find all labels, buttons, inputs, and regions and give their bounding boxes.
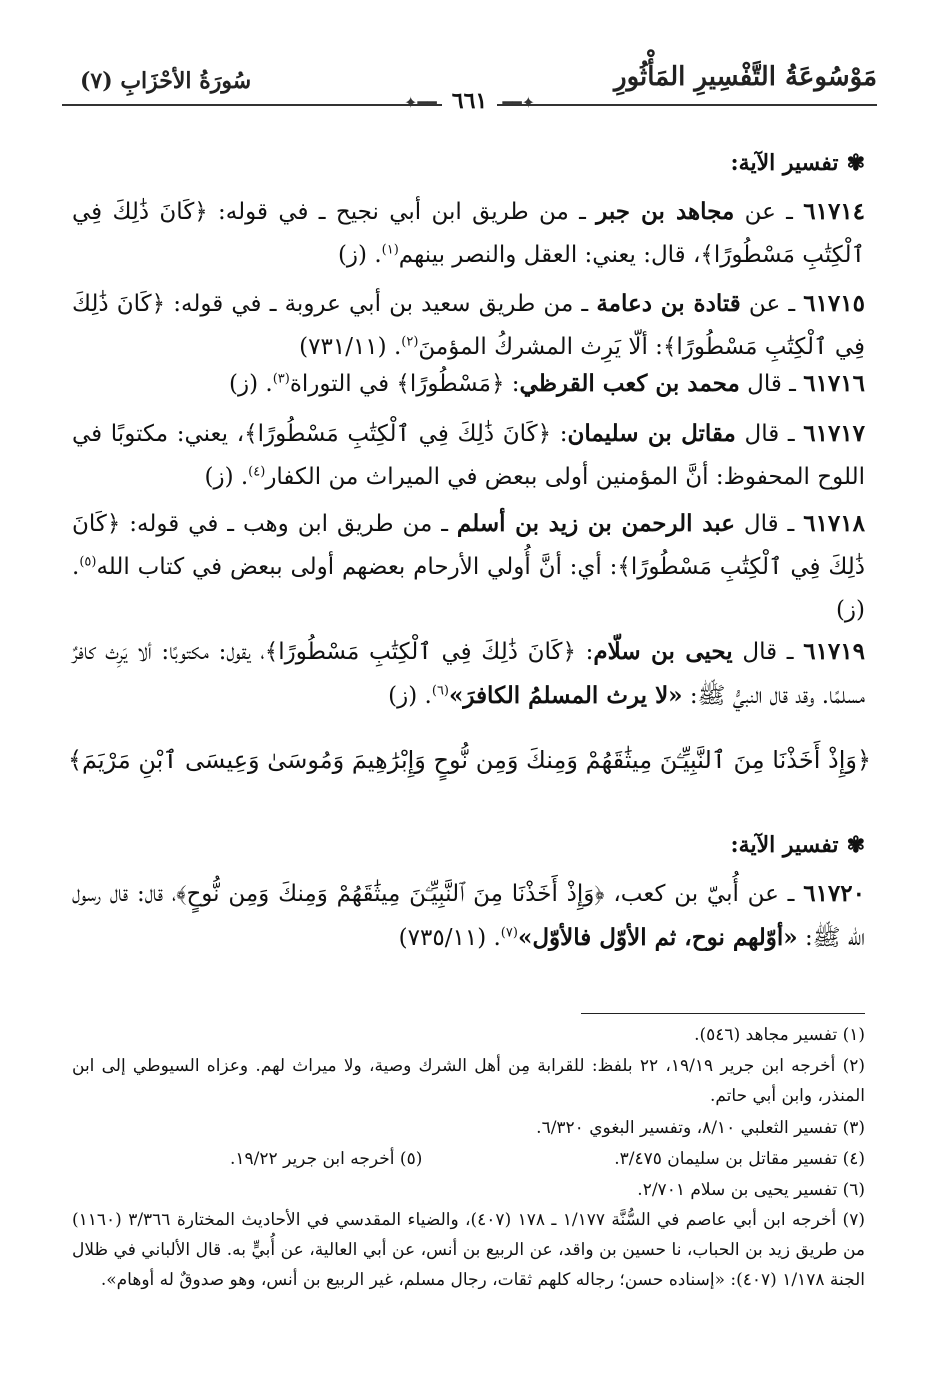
text: ـ قال	[734, 511, 804, 537]
text: ـ قال	[732, 639, 804, 665]
hadith-quote: «أوّلهم نوح، ثم الأوّل فالأوّل»	[517, 924, 798, 951]
narration-number: ٦١٧١٩	[803, 638, 865, 665]
narrator: مقاتل بن سليمان	[567, 420, 736, 447]
narrator: عبد الرحمن بن زيد بن أسلم	[456, 510, 735, 537]
narrator: محمد بن كعب القرظي	[519, 370, 740, 397]
quran-quote: ﴿كَانَ ذَٰلِكَ فِي ٱلْكِتَٰبِ مَسْطُورًا﴾	[72, 199, 865, 268]
quran-quote: ﴿وَإِذْ أَخَذْنَا مِنَ ٱلنَّبِيِّـۧنَ مِيثَٰقَهُمْ وَمِنكَ وَمِن نُّوحٍ﴾	[176, 881, 605, 907]
text: . (٧٣٥/١١)	[398, 925, 501, 951]
narration-number: ٦١٧١٧	[803, 420, 866, 447]
text: :	[504, 371, 520, 397]
quran-quote: ﴿كَانَ ذَٰلِكَ فِي ٱلْكِتَٰبِ مَسْطُورًا﴾	[72, 291, 865, 360]
book-title: مَوْسُوعَةُ التَّفْسِيرِ المَأْثُورِ	[614, 62, 877, 92]
text: :	[575, 639, 594, 665]
quran-quote: ﴿كَانَ ذَٰلِكَ فِي ٱلْكِتَٰبِ مَسْطُورًا﴾	[264, 639, 576, 665]
footnote-rule	[581, 1013, 865, 1014]
section-heading	[731, 832, 865, 858]
footnote-ref: (٦)	[431, 683, 449, 699]
ornament-left-icon: ✦━━	[404, 93, 437, 112]
text: : ألّا يَرِث المشركُ المؤمنَ	[418, 334, 663, 360]
footnote-3: (٣) تفسير الثعلبي ٨/١٠، وتفسير البغوي ٦/٣٢٠.	[536, 1118, 865, 1138]
text: . (ز)	[337, 242, 382, 268]
quran-quote: ﴿كَانَ ذَٰلِكَ فِي ٱلْكِتَٰبِ مَسْطُورًا﴾	[244, 421, 552, 447]
hadith-quote: «لا يرث المسلمُ الكافرَ»	[449, 682, 683, 709]
text: . (ز)	[229, 371, 273, 397]
narration-61717	[72, 412, 865, 499]
text: : أي: أنَّ أُولي الأرحام بعضهم أولى ببعض في كتاب الله	[96, 554, 618, 580]
flower-icon: ✾	[846, 150, 865, 176]
text: ـ من طريق ابن وهب ـ في قوله:	[120, 511, 457, 537]
footnote-4: (٤) تفسير مقاتل بن سليمان ٣/٤٧٥.	[614, 1149, 865, 1169]
footnote-5: (٥) أخرجه ابن جرير ١٩/٢٢.	[230, 1149, 423, 1169]
narrator: مجاهد بن جبر	[596, 198, 735, 225]
footnote-ref: (٧)	[500, 925, 518, 941]
text: ـ قال	[739, 371, 804, 397]
narration-61719	[72, 630, 865, 718]
narration-number: ٦١٧٢٠	[803, 880, 865, 907]
text: ـ من طريق ابن أبي نجيح ـ في قوله:	[207, 199, 597, 225]
footnote-ref: (١)	[381, 242, 399, 258]
text: . (ز)	[204, 464, 249, 490]
narration-61716	[72, 362, 865, 406]
narration-61715	[72, 282, 865, 369]
footnote-ref: (٥)	[79, 554, 97, 570]
text: ، قال: قال رسول الله ﷺ:	[72, 881, 865, 951]
quran-quote: ﴿كَانَ ذَٰلِكَ فِي ٱلْكِتَٰبِ مَسْطُورًا﴾	[72, 511, 865, 580]
text: :	[551, 421, 568, 447]
narration-number: ٦١٧١٦	[803, 370, 865, 397]
text: ، يعني: مكتوبًا في اللوح المحفوظ: أنَّ المؤمنين أولى ببعض في الميراث من الكفار	[72, 421, 865, 490]
footnote-6: (٦) تفسير يحيى بن سلام ٢/٧٠١.	[637, 1180, 865, 1200]
footnote-ref: (٤)	[248, 464, 266, 480]
narration-61718	[72, 502, 865, 632]
narrator: يحيى بن سلّام	[593, 638, 733, 665]
text: في التوراة	[289, 371, 397, 397]
text: ـ عن أُبيّ بن كعب،	[604, 881, 804, 907]
text: . (ز)	[72, 554, 865, 623]
text: ـ عن	[734, 199, 804, 225]
narration-61720	[72, 872, 865, 960]
page-number: ٦٦١	[442, 88, 497, 114]
text: . (ز)	[388, 683, 432, 709]
surah-label: سُورَةُ الأحْزَابِ (٧)	[80, 68, 252, 94]
footnote-7: (٧) أخرجه ابن أبي عاصم في السُّنَّة ١/١٧٧ ـ ١٧٨ (٤٠٧)، والضياء المقدسي في الأحاديث المختارة ٣/٣٦٦ (١١٦٠) من طريق زيد بن الحباب، نا حسين بن واقد، عن الربيع بن أنس، عن أبي العالية، عن أُبيٍّ به. قال الألباني في ظلال الجنة ١/١٧٨ (٤٠٧): «إسناده حسن؛ رجاله كلهم ثقات، رجال مسلم، غير الربيع بن أنس، وهو صدوقٌ له أوهام».	[72, 1210, 865, 1290]
footnote-ref: (٢)	[401, 334, 419, 350]
text: ـ قال	[735, 421, 804, 447]
narration-number: ٦١٧١٤	[803, 198, 866, 225]
narration-number: ٦١٧١٨	[803, 510, 865, 537]
narration-number: ٦١٧١٥	[803, 290, 865, 317]
narrator: قتادة بن دعامة	[596, 290, 741, 317]
footnote-2: (٢) أخرجه ابن جرير ١٩/١٩، ٢٢ بلفظ: للقرابة مِن أهل الشرك وصية، ولا ميراث لهم. وعزاه السيوطي إلى ابن المنذر، وابن أبي حاتم.	[72, 1056, 865, 1106]
footnote-1: (١) تفسير مجاهد (٥٤٦).	[694, 1025, 865, 1045]
section-heading-text: تفسير الآية:	[730, 832, 839, 858]
text: . (٧٣١/١١)	[299, 334, 402, 360]
text: ـ عن	[740, 291, 804, 317]
footnote-ref: (٣)	[272, 371, 290, 387]
page-number-wrap	[0, 88, 939, 114]
quran-quote: ﴿مَسْطُورًا﴾	[396, 371, 505, 397]
text: ، قال: يعني: العقل والنصر بينهم	[398, 242, 701, 268]
quran-verse-heading: ﴿وَإِذْ أَخَذْنَا مِنَ ٱلنَّبِيِّـۧنَ مِيثَٰقَهُمْ وَمِنكَ وَمِن نُّوحٍ وَإِبْرَٰهِيمَ وَمُوسَىٰ وَعِيسَى ٱبْنِ مَرْيَمَ﴾	[67, 746, 872, 774]
section-heading	[731, 150, 865, 176]
flower-icon: ✾	[846, 832, 865, 858]
ornament-right-icon: ━━✦	[502, 93, 535, 112]
text: ـ من طريق سعيد بن أبي عروبة ـ في قوله:	[165, 291, 597, 317]
text: ، يقول: مكتوبًا: ألا يَرِث كافرٌ مسلمًا. وقد قال النبيُّ ﷺ:	[72, 639, 865, 709]
narration-61714	[72, 190, 865, 277]
section-heading-text: تفسير الآية:	[730, 150, 839, 176]
